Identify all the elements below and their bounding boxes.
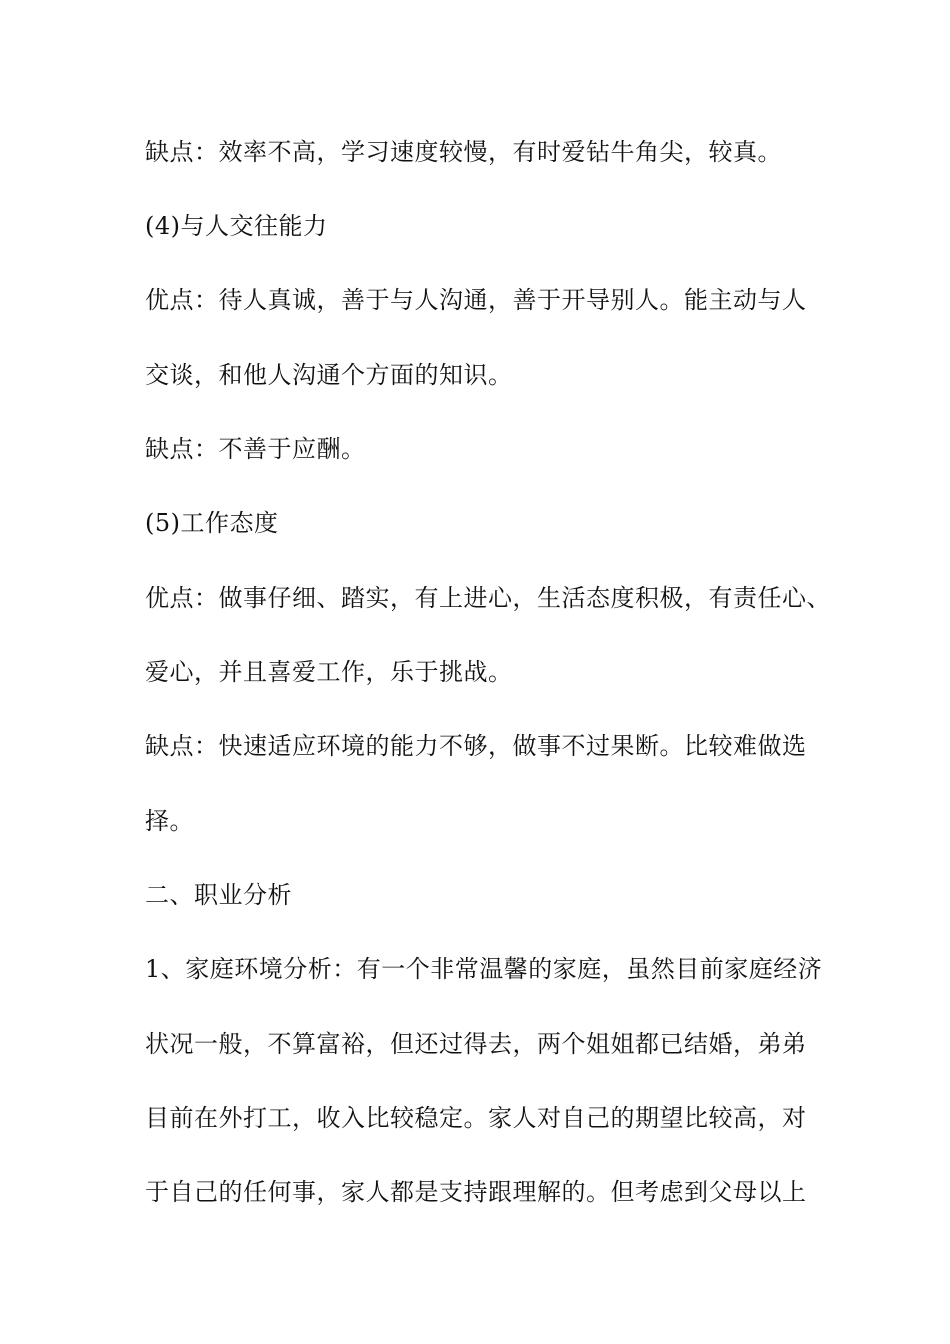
text-line: 1、家庭环境分析：有一个非常温馨的家庭，虽然目前家庭经济 <box>145 955 823 983</box>
section-heading: 二、职业分析 <box>145 881 292 909</box>
text-line: 爱心，并且喜爱工作，乐于挑战。 <box>145 658 513 686</box>
text-line: 缺点：不善于应酬。 <box>145 435 366 463</box>
text-line: 择。 <box>145 807 194 835</box>
text-line: 交谈，和他人沟通个方面的知识。 <box>145 361 513 389</box>
text-line: (4)与人交往能力 <box>145 212 328 240</box>
text-line: (5)工作态度 <box>145 509 279 537</box>
text-line: 缺点：快速适应环境的能力不够，做事不过果断。比较难做选 <box>145 732 807 760</box>
text-line: 目前在外打工，收入比较稳定。家人对自己的期望比较高，对 <box>145 1104 807 1132</box>
text-line: 优点：待人真诚，善于与人沟通，善于开导别人。能主动与人 <box>145 286 807 314</box>
text-line: 于自己的任何事，家人都是支持跟理解的。但考虑到父母以上 <box>145 1178 807 1206</box>
text-line: 优点：做事仔细、踏实，有上进心，生活态度积极，有责任心、 <box>145 584 831 612</box>
text-line: 缺点：效率不高，学习速度较慢，有时爱钻牛角尖，较真。 <box>145 138 782 166</box>
text-line: 状况一般，不算富裕，但还过得去，两个姐姐都已结婚，弟弟 <box>145 1030 807 1058</box>
